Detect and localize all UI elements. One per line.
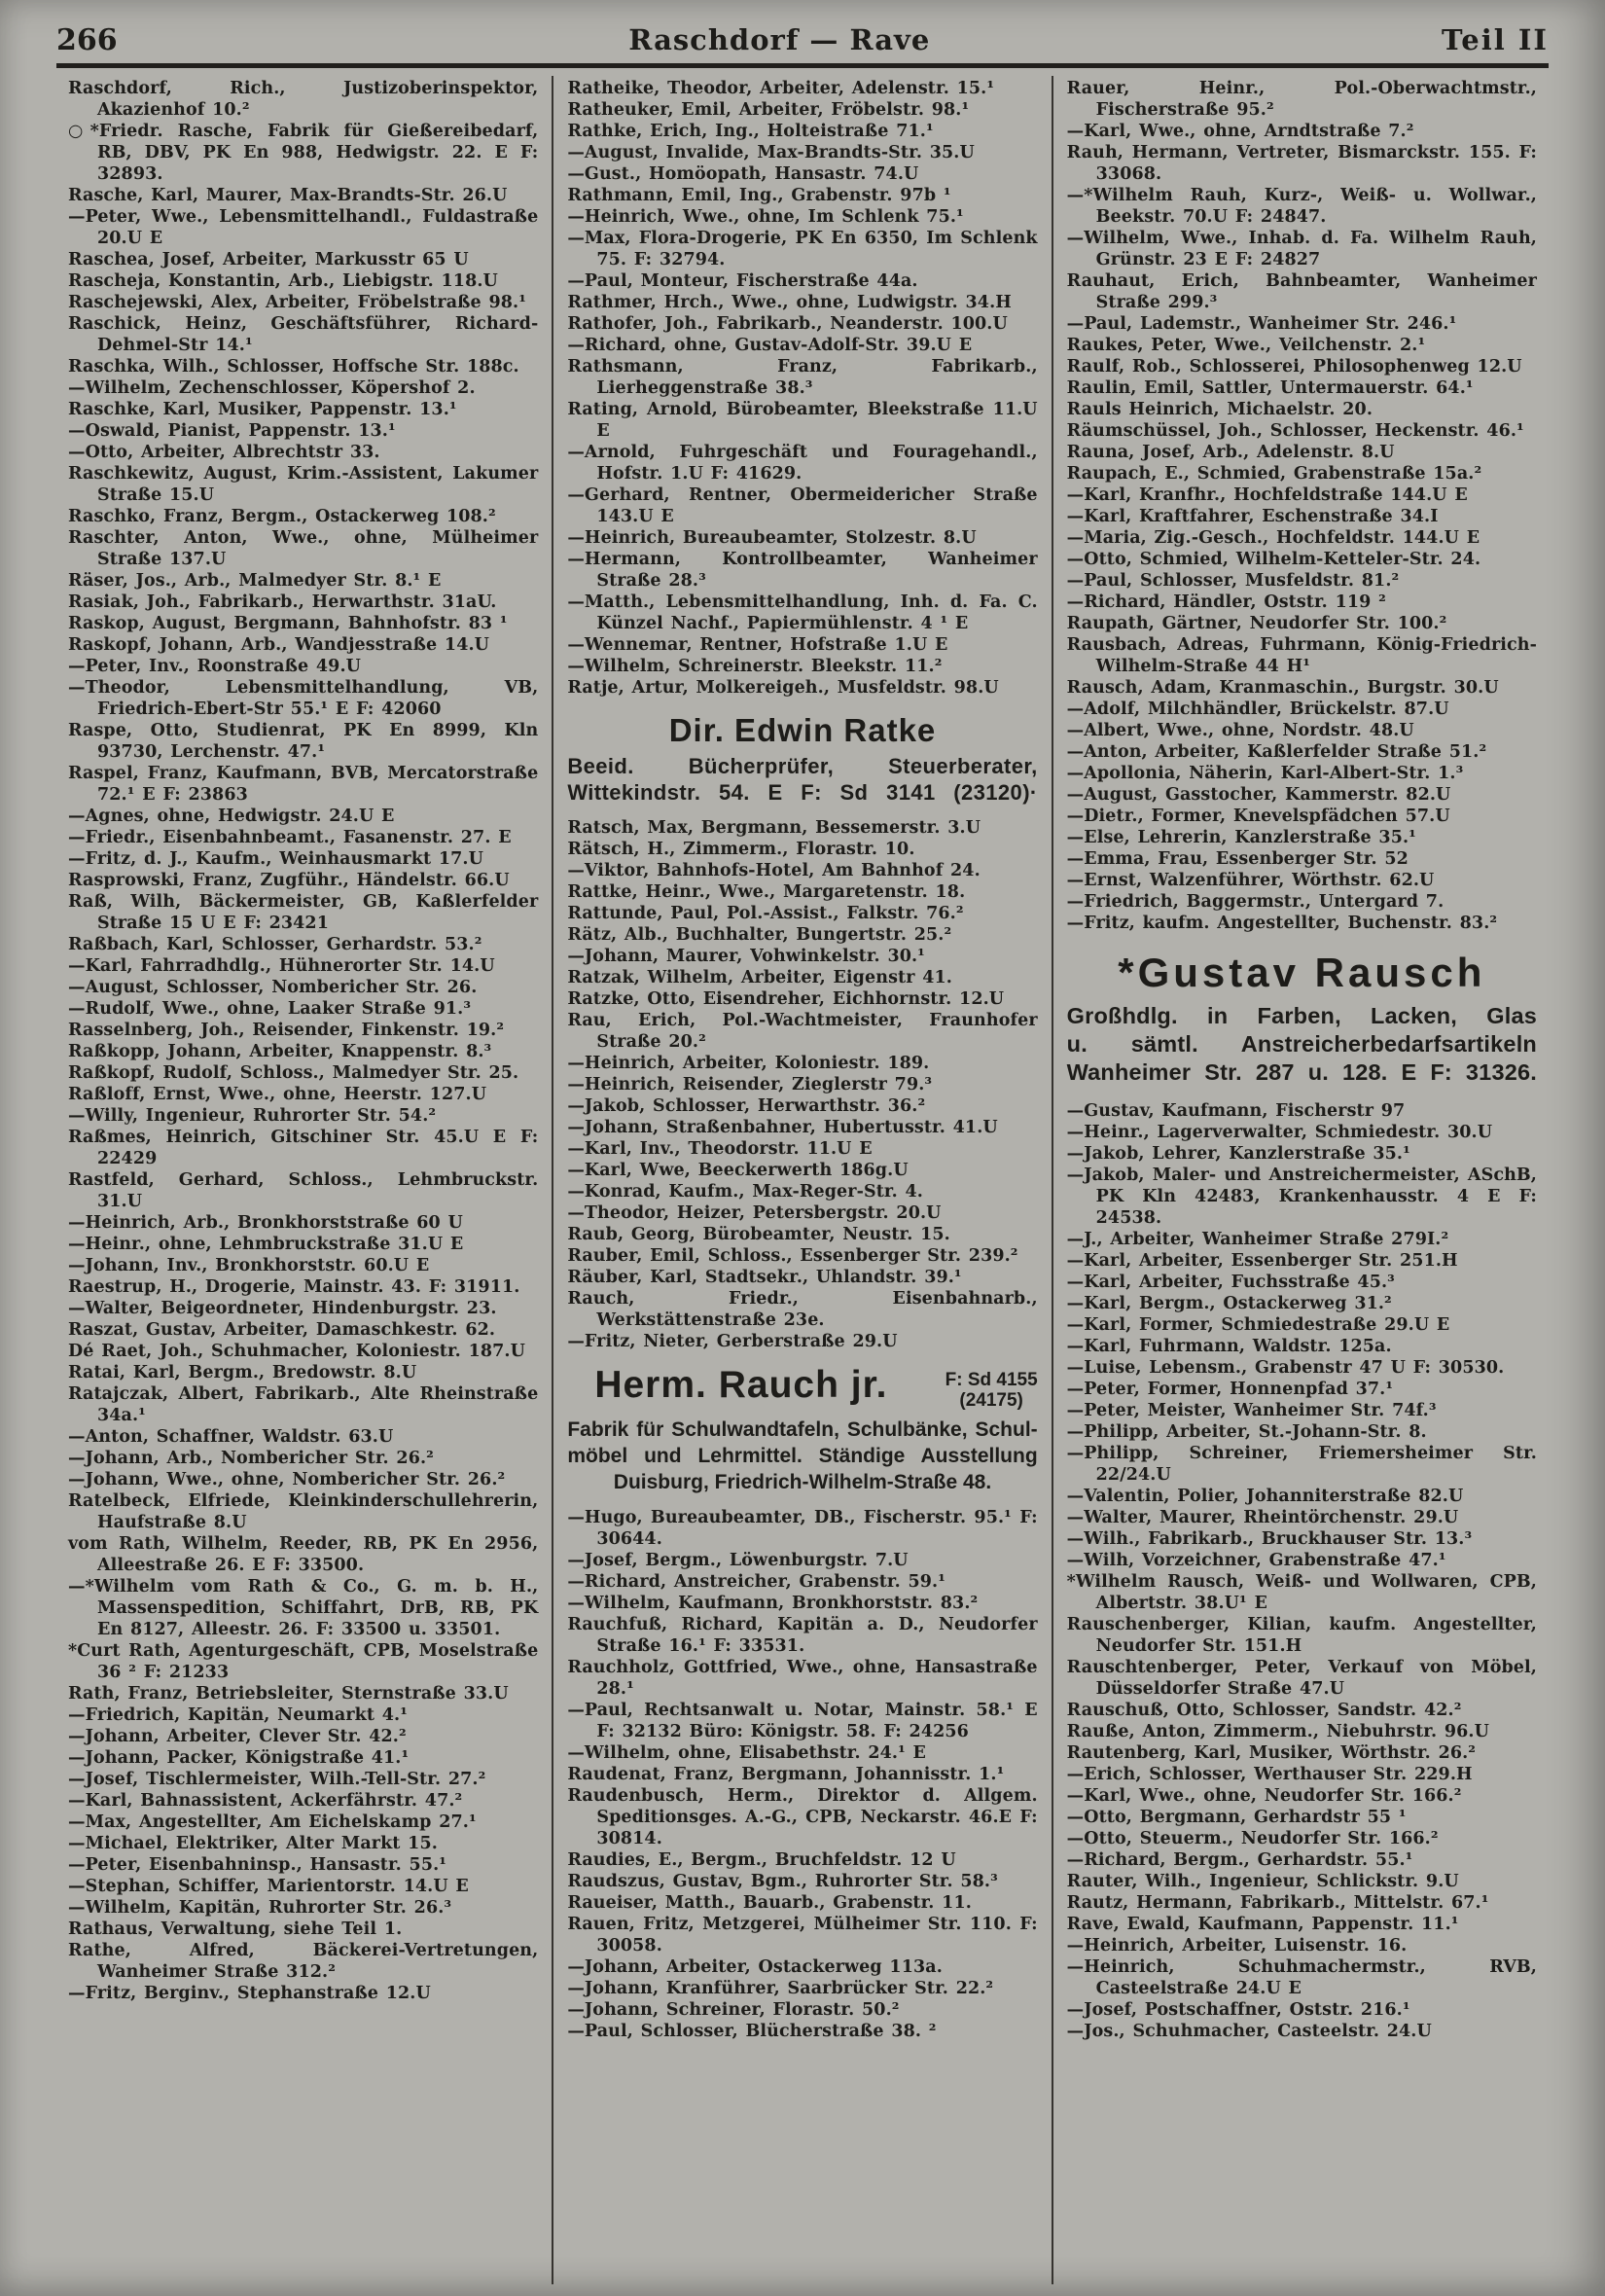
directory-entry: *Curt Rath, Agenturgeschäft, CPB, Moselstraße 36 ² F: 21233 <box>68 1641 539 1682</box>
directory-entry: —Paul, Monteur, Fischerstraße 44a. <box>567 271 918 291</box>
directory-entry: —Arnold, Fuhrgeschäft und Fouragehandl., Hofstr. 1.U F: 41629. <box>567 443 1038 484</box>
directory-entry: —Wilhelm, Kapitän, Ruhrorter Str. 26.³ <box>68 1898 452 1918</box>
directory-entry: Rauchfuß, Richard, Kapitän a. D., Neudorfer Straße 16.¹ F: 33531. <box>567 1615 1038 1656</box>
directory-entry: Raszat, Gustav, Arbeiter, Damaschkestr. 62. <box>68 1320 496 1340</box>
directory-entry: —Luise, Lebensm., Grabenstr 47 U F: 30530. <box>1066 1358 1505 1378</box>
directory-entry: Raschkewitz, August, Krim.-Assistent, Lakumer Straße 15.U <box>68 464 539 505</box>
directory-entry: Rauhaut, Erich, Bahnbeamter, Wanheimer Straße 299.³ <box>1066 271 1537 312</box>
directory-entry: Raßloff, Ernst, Wwe., ohne, Heerstr. 127.U <box>68 1085 487 1104</box>
part-label: Teil II <box>1442 23 1549 56</box>
directory-entry: —Karl, Bergm., Ostackerweg 31.² <box>1066 1294 1392 1313</box>
directory-entry: Rauls Heinrich, Michaelstr. 20. <box>1066 400 1373 419</box>
directory-entry: ○*Friedr. Rasche, Fabrik für Gießereibedarf, RB, DBV, PK En 988, Hedwigstr. 22. E F: 32893. <box>68 122 539 184</box>
directory-entry: —Fritz, d. J., Kaufm., Weinhausmarkt 17.U <box>68 849 483 869</box>
directory-entry: Ratzke, Otto, Eisendreher, Eichhornstr. 12.U <box>567 989 1005 1009</box>
directory-entry: Rauber, Emil, Schloss., Essenberger Str. 239.² <box>567 1246 1018 1266</box>
directory-entry: Rasche, Karl, Maurer, Max-Brandts-Str. 26.U <box>68 186 508 205</box>
directory-entry: Raudenat, Franz, Bergmann, Johannisstr. 1.¹ <box>567 1765 1005 1784</box>
directory-entry: Ratajczak, Albert, Fabrikarb., Alte Rheinstraße 34a.¹ <box>68 1384 539 1425</box>
directory-entry: Raschter, Anton, Wwe., ohne, Mülheimer Straße 137.U <box>68 528 539 569</box>
directory-entry: Räser, Jos., Arb., Malmedyer Str. 8.¹ E <box>68 571 442 591</box>
directory-entry: Raß, Wilh, Bäckermeister, GB, Kaßlerfelder Straße 15 U E F: 23421 <box>68 892 539 933</box>
page-header <box>0 0 1605 61</box>
directory-entry: —Friedrich, Baggermstr., Untergard 7. <box>1066 892 1444 912</box>
directory-entry: —Albert, Wwe., ohne, Nordstr. 48.U <box>1066 721 1414 740</box>
ad-phone-line: (24175) <box>959 1390 1023 1411</box>
directory-entry: —Karl, Wwe, Beeckerwerth 186g.U <box>567 1161 909 1180</box>
directory-entry: —Otto, Schmied, Wilhelm-Ketteler-Str. 24. <box>1066 550 1481 569</box>
directory-entry: Rathmer, Hrch., Wwe., ohne, Ludwigstr. 34.H <box>567 293 1012 312</box>
directory-entry: —August, Invalide, Max-Brandts-Str. 35.U <box>567 143 975 162</box>
directory-entry: Raulf, Rob., Schlosserei, Philosophenweg 12.U <box>1066 357 1522 377</box>
ad-text-line: möbel und Lehrmittel. Ständige Ausstellung <box>567 1445 1038 1467</box>
directory-entry: —Johann, Schreiner, Florastr. 50.² <box>567 2000 900 2020</box>
directory-entry: Raudies, E., Bergm., Bruchfeldstr. 12 U <box>567 1850 956 1870</box>
directory-entry: —Johann, Kranführer, Saarbrücker Str. 22.² <box>567 1979 994 1998</box>
directory-entry: —Wilhelm, Zechenschlosser, Köpershof 2. <box>68 378 476 398</box>
directory-entry: Rathmann, Emil, Ing., Grabenstr. 97b ¹ <box>567 186 951 205</box>
directory-entry: Raulin, Emil, Sattler, Untermauerstr. 64.¹ <box>1066 378 1474 398</box>
directory-entry: Ratheuker, Emil, Arbeiter, Fröbelstr. 98.¹ <box>567 100 970 120</box>
directory-entry: Rätz, Alb., Buchhalter, Bungertstr. 25.² <box>567 925 952 945</box>
directory-entry: Raschick, Heinz, Geschäftsführer, Richard-Dehmel-Str 14.¹ <box>68 314 539 355</box>
ad-text-line: Duisburg, Friedrich-Wilhelm-Straße 48. <box>613 1471 992 1493</box>
directory-entry: —Friedrich, Kapitän, Neumarkt 4.¹ <box>68 1705 409 1725</box>
ad-text-line: u. sämtl. Anstreicherbedarfsartikeln <box>1066 1031 1537 1057</box>
directory-entry: —Johann, Packer, Königstraße 41.¹ <box>68 1748 410 1768</box>
directory-entry: Raskop, August, Bergmann, Bahnhofstr. 83 ¹ <box>68 614 508 633</box>
directory-entry: —Max, Flora-Drogerie, PK En 6350, Im Schlenk 75. F: 32794. <box>567 229 1038 269</box>
directory-entry: —Fritz, Nieter, Gerberstraße 29.U <box>567 1332 898 1351</box>
directory-entry: —Karl, Arbeiter, Fuchsstraße 45.³ <box>1066 1273 1395 1292</box>
directory-entry: —Peter, Former, Honnenpfad 37.¹ <box>1066 1380 1394 1399</box>
directory-entry: —Apollonia, Näherin, Karl-Albert-Str. 1.³ <box>1066 764 1464 783</box>
directory-entry: —Otto, Bergmann, Gerhardstr 55 ¹ <box>1066 1808 1407 1827</box>
directory-entry: —Anton, Schaffner, Waldstr. 63.U <box>68 1427 394 1447</box>
directory-entry: —Theodor, Heizer, Petersbergstr. 20.U <box>567 1203 942 1223</box>
directory-entry: —Stephan, Schiffer, Marientorstr. 14.U E <box>68 1877 469 1896</box>
directory-entry: —Anton, Arbeiter, Kaßlerfelder Straße 51.² <box>1066 742 1487 762</box>
directory-entry: Rautenberg, Karl, Musiker, Wörthstr. 26.² <box>1066 1743 1477 1763</box>
directory-entry: Rauer, Heinr., Pol.-Oberwachtmstr., Fischerstraße 95.² <box>1066 79 1537 120</box>
directory-entry: —Johann, Arbeiter, Clever Str. 42.² <box>68 1727 407 1746</box>
directory-entry: —Heinrich, Wwe., ohne, Im Schlenk 75.¹ <box>567 207 964 227</box>
ad-block-rauchjr <box>567 1366 1037 1495</box>
directory-entry: —Wilhelm, Kaufmann, Bronkhorststr. 83.² <box>567 1594 979 1613</box>
directory-entry: —*Wilhelm Rauh, Kurz-, Weiß- u. Wollwar., Beekstr. 70.U F: 24847. <box>1066 186 1537 227</box>
directory-entry: Raudszus, Gustav, Bgm., Ruhrorter Str. 58.³ <box>567 1872 998 1891</box>
ad-text-line: Wanheimer Str. 287 u. 128. E F: 31326. <box>1066 1059 1537 1085</box>
directory-entry: —Heinr., Lagerverwalter, Schmiedestr. 30.U <box>1066 1123 1493 1142</box>
directory-entry: —Fritz, kaufm. Angestellter, Buchenstr. 83.² <box>1066 914 1498 933</box>
directory-entry: —Karl, Inv., Theodorstr. 11.U E <box>567 1139 873 1159</box>
directory-entry: —Matth., Lebensmittelhandlung, Inh. d. Fa. C. Künzel Nachf., Papiermühlenstr. 4 ¹ E <box>567 592 1038 633</box>
directory-entry: —Valentin, Polier, Johanniterstraße 82.U <box>1066 1487 1464 1506</box>
directory-entry: —Johann, Arb., Nombericher Str. 26.² <box>68 1449 434 1468</box>
directory-entry: —Viktor, Bahnhofs-Hotel, Am Bahnhof 24. <box>567 861 981 880</box>
directory-entry: Rathsmann, Franz, Fabrikarb., Lierheggenstraße 38.³ <box>567 357 1038 398</box>
directory-entry: —Paul, Schlosser, Blücherstraße 38. ² <box>567 2022 937 2041</box>
directory-entry: —Jakob, Schlosser, Herwarthstr. 36.² <box>567 1096 926 1116</box>
directory-entry: Raskopf, Johann, Arb., Wandjesstraße 14.U <box>68 635 490 655</box>
directory-entry: —Gust., Homöopath, Hansastr. 74.U <box>567 164 919 184</box>
directory-entry: —Heinrich, Arb., Bronkhorststraße 60 U <box>68 1213 463 1233</box>
directory-entry: —Josef, Tischlermeister, Wilh.-Tell-Str. 27.² <box>68 1770 486 1789</box>
directory-entry: Ratheike, Theodor, Arbeiter, Adelenstr. 15.¹ <box>567 79 995 98</box>
directory-entry: —Theodor, Lebensmittelhandlung, VB, Friedrich-Ebert-Str 55.¹ E F: 42060 <box>68 678 539 719</box>
directory-entry: Rauschenberger, Kilian, kaufm. Angestellter, Neudorfer Str. 151.H <box>1066 1615 1537 1656</box>
directory-entry: —Philipp, Arbeiter, St.-Johann-Str. 8. <box>1066 1422 1427 1442</box>
directory-column-2 <box>552 76 1051 2284</box>
directory-entry: —Heinrich, Arbeiter, Luisenstr. 16. <box>1066 1936 1408 1955</box>
directory-entry: —Heinrich, Schuhmachermstr., RVB, Casteelstraße 24.U E <box>1066 1957 1537 1998</box>
directory-entry: —Else, Lehrerin, Kanzlerstraße 35.¹ <box>1066 828 1416 847</box>
directory-entry: Raschko, Franz, Bergm., Ostackerweg 108.² <box>68 507 496 526</box>
directory-entry: —Maria, Zig.-Gesch., Hochfeldstr. 144.U E <box>1066 528 1480 548</box>
directory-entry: —Richard, ohne, Gustav-Adolf-Str. 39.U E <box>567 336 973 355</box>
directory-entry: Raschke, Karl, Musiker, Pappenstr. 13.¹ <box>68 400 457 419</box>
directory-entry: Raupath, Gärtner, Neudorfer Str. 100.² <box>1066 614 1447 633</box>
ad-block-ratke <box>567 712 1037 806</box>
directory-entry: Raschejewski, Alex, Arbeiter, Fröbelstraße 98.¹ <box>68 293 526 312</box>
directory-entry: vom Rath, Wilhelm, Reeder, RB, PK En 2956, Alleestraße 26. E F: 33500. <box>68 1534 539 1575</box>
directory-column-3 <box>1052 76 1551 2284</box>
ad-text-line: Wittekindstr. 54. E F: Sd 3141 (23120)· <box>567 780 1038 805</box>
page-number: 266 <box>56 23 118 57</box>
directory-entry: Raueiser, Matth., Bauarb., Grabenstr. 11. <box>567 1893 972 1913</box>
directory-entry: —Dietr., Former, Knevelspfädchen 57.U <box>1066 807 1450 826</box>
directory-entry: —Agnes, ohne, Hedwigstr. 24.U E <box>68 807 395 826</box>
directory-entry: Raschea, Josef, Arbeiter, Markusstr 65 U <box>68 250 469 269</box>
directory-entry: Rätsch, H., Zimmerm., Florastr. 10. <box>567 840 915 859</box>
directory-entry: *Wilhelm Rausch, Weiß- und Wollwaren, CPB, Albertstr. 38.U¹ E <box>1066 1572 1537 1613</box>
directory-entry: Rauschuß, Otto, Schlosser, Sandstr. 42.² <box>1066 1701 1462 1720</box>
ad-heading <box>567 1366 1037 1411</box>
directory-entry: —Jakob, Maler- und Anstreichermeister, ASchB, PK Kln 42483, Krankenhausstr. 4 E F: 24538. <box>1066 1166 1537 1228</box>
directory-entry: —Karl, Kraftfahrer, Eschenstraße 34.I <box>1066 507 1439 526</box>
directory-entry: —Otto, Arbeiter, Albrechtstr 33. <box>68 443 380 462</box>
directory-entry: Rave, Ewald, Kaufmann, Pappenstr. 11.¹ <box>1066 1915 1459 1934</box>
directory-entry: —Wennemar, Rentner, Hofstraße 1.U E <box>567 635 948 655</box>
page-title: Raschdorf — Rave <box>628 23 931 56</box>
directory-entry: —Karl, Kranfhr., Hochfeldstraße 144.U E <box>1066 485 1468 505</box>
directory-entry: —Paul, Schlosser, Musfeldstr. 81.² <box>1066 571 1400 591</box>
directory-entry: —Walter, Beigeordneter, Hindenburgstr. 23. <box>68 1299 497 1318</box>
directory-entry: —Konrad, Kaufm., Max-Reger-Str. 4. <box>567 1182 923 1202</box>
ad-title: *Gustav Rausch <box>1118 950 1486 995</box>
directory-entry: Raßkopf, Rudolf, Schloss., Malmedyer Str. 25. <box>68 1063 519 1083</box>
directory-entry: —Heinrich, Bureaubeamter, Stolzestr. 8.U <box>567 528 977 548</box>
directory-entry: —Heinrich, Arbeiter, Koloniestr. 189. <box>567 1054 930 1073</box>
directory-entry: —Wilhelm, Wwe., Inhab. d. Fa. Wilhelm Rauh, Grünstr. 23 E F: 24827 <box>1066 229 1537 269</box>
directory-entry: —Wilhelm, Schreinerstr. Bleekstr. 11.² <box>567 657 943 676</box>
directory-entry: Rauch, Friedr., Eisenbahnarb., Werkstättenstraße 23e. <box>567 1289 1038 1330</box>
directory-entry: —Jos., Schuhmacher, Casteelstr. 24.U <box>1066 2022 1432 2041</box>
directory-entry: Rausch, Adam, Kranmaschin., Burgstr. 30.U <box>1066 678 1499 698</box>
directory-entry: —Hugo, Bureaubeamter, DB., Fischerstr. 95.¹ F: 30644. <box>567 1508 1038 1549</box>
directory-entry: —Willy, Ingenieur, Ruhrorter Str. 54.² <box>68 1106 437 1126</box>
directory-entry: Ratsch, Max, Bergmann, Bessemerstr. 3.U <box>567 818 981 838</box>
directory-entry: —Josef, Postschaffner, Oststr. 216.¹ <box>1066 2000 1410 2020</box>
directory-entry: —Philipp, Schreiner, Friemersheimer Str. 22/24.U <box>1066 1444 1537 1485</box>
directory-entry: —Peter, Wwe., Lebensmittelhandl., Fuldastraße 20.U E <box>68 207 539 248</box>
directory-entry: —August, Schlosser, Nombericher Str. 26. <box>68 978 478 997</box>
directory-entry: Rathofer, Joh., Fabrikarb., Neanderstr. 100.U <box>567 314 1008 334</box>
directory-entry: —Friedr., Eisenbahnbeamt., Fasanenstr. 27. E <box>68 828 512 847</box>
directory-entry: Rathaus, Verwaltung, siehe Teil 1. <box>68 1919 403 1939</box>
directory-entry: Rau, Erich, Pol.-Wachtmeister, Fraunhofer Straße 20.² <box>567 1011 1038 1052</box>
directory-entry: —Karl, Bahnassistent, Ackerfährstr. 47.² <box>68 1791 463 1811</box>
directory-entry: Raudenbusch, Herm., Direktor d. Allgem. Speditionsges. A.-G., CPB, Neckarstr. 46.E F: 30814. <box>567 1786 1038 1848</box>
directory-entry: Rasselnberg, Joh., Reisender, Finkenstr. 19.² <box>68 1021 505 1040</box>
directory-entry: Räumschüssel, Joh., Schlosser, Heckenstr. 46.¹ <box>1066 421 1524 441</box>
directory-entry: —Karl, Fuhrmann, Waldstr. 125a. <box>1066 1337 1392 1356</box>
directory-entry: —Gerhard, Rentner, Obermeidericher Straße 143.U E <box>567 485 1038 526</box>
directory-entry: Rastfeld, Gerhard, Schloss., Lehmbruckstr. 31.U <box>68 1170 539 1211</box>
directory-entry: —Max, Angestellter, Am Eichelskamp 27.¹ <box>68 1812 477 1832</box>
directory-entry: Raßkopp, Johann, Arbeiter, Knappenstr. 8.³ <box>68 1042 492 1061</box>
directory-entry: Raspe, Otto, Studienrat, PK En 8999, Kln 93730, Lerchenstr. 47.¹ <box>68 721 539 762</box>
directory-entry: Ratje, Artur, Molkereigeh., Musfeldstr. 98.U <box>567 678 999 698</box>
directory-entry: —Karl, Wwe., ohne, Arndtstraße 7.² <box>1066 122 1414 141</box>
directory-entry: —Karl, Fahrradhdlg., Hühnerorter Str. 14.U <box>68 956 495 976</box>
directory-entry: —Josef, Bergm., Löwenburgstr. 7.U <box>567 1551 909 1570</box>
directory-entry: —Paul, Lademstr., Wanheimer Str. 246.¹ <box>1066 314 1457 334</box>
directory-entry: —Otto, Steuerm., Neudorfer Str. 166.² <box>1066 1829 1439 1848</box>
directory-entry: Raschka, Wilh., Schlosser, Hoffsche Str. 188c. <box>68 357 519 377</box>
directory-entry: —Hermann, Kontrollbeamter, Wanheimer Straße 28.³ <box>567 550 1038 591</box>
directory-entry: Raub, Georg, Bürobeamter, Neustr. 15. <box>567 1225 950 1244</box>
directory-entry: Rasiak, Joh., Fabrikarb., Herwarthstr. 31aU. <box>68 592 497 612</box>
directory-entry: Raßmes, Heinrich, Gitschiner Str. 45.U E F: 22429 <box>68 1128 539 1168</box>
directory-entry: Raschdorf, Rich., Justizoberinspektor, Akazienhof 10.² <box>68 79 539 120</box>
directory-entry: Rating, Arnold, Bürobeamter, Bleekstraße 11.U E <box>567 400 1038 441</box>
directory-entry: —Ernst, Walzenführer, Wörthstr. 62.U <box>1066 871 1435 890</box>
directory-entry: —Paul, Rechtsanwalt u. Notar, Mainstr. 58.¹ E F: 32132 Büro: Königstr. 58. F: 24256 <box>567 1701 1038 1741</box>
directory-entry: Räuber, Karl, Stadtsekr., Uhlandstr. 39.¹ <box>567 1268 962 1287</box>
directory-entry: —Karl, Former, Schmiedestraße 29.U E <box>1066 1315 1450 1335</box>
ad-phone-line: F: Sd 4155 <box>945 1370 1038 1390</box>
directory-entry: —*Wilhelm vom Rath & Co., G. m. b. H., Massenspedition, Schiffahrt, DrB, RB, PK En 8127, Alleestr. 26. F: 33500 u. 33501. <box>68 1577 539 1639</box>
directory-entry: Rauschtenberger, Peter, Verkauf von Möbel, Düsseldorfer Straße 47.U <box>1066 1658 1537 1699</box>
directory-entry: —Erich, Schlosser, Werthauser Str. 229.H <box>1066 1765 1473 1784</box>
directory-entry: Ratzak, Wilhelm, Arbeiter, Eigenstr 41. <box>567 968 952 987</box>
directory-entry: Rauh, Hermann, Vertreter, Bismarckstr. 155. F: 33068. <box>1066 143 1537 184</box>
directory-entry: —Karl, Arbeiter, Essenberger Str. 251.H <box>1066 1251 1458 1271</box>
directory-entry: Ratelbeck, Elfriede, Kleinkinderschullehrerin, Haufstraße 8.U <box>68 1491 539 1532</box>
directory-entry: —Wilh., Fabrikarb., Bruckhauser Str. 13.³ <box>1066 1529 1473 1549</box>
directory-entry: —August, Gasstocher, Kammerstr. 82.U <box>1066 785 1451 805</box>
directory-entry: Rathe, Alfred, Bäckerei-Vertretungen, Wanheimer Straße 312.² <box>68 1941 539 1982</box>
directory-entry: Raukes, Peter, Wwe., Veilchenstr. 2.¹ <box>1066 336 1426 355</box>
ad-title: Herm. Rauch jr. <box>594 1364 888 1406</box>
directory-entry: —Heinr., ohne, Lehmbruckstraße 31.U E <box>68 1235 464 1254</box>
directory-entry: —J., Arbeiter, Wanheimer Straße 279I.² <box>1066 1230 1449 1249</box>
ad-phone-number <box>945 1366 1038 1411</box>
directory-entry: Rascheja, Konstantin, Arb., Liebigstr. 118.U <box>68 271 498 291</box>
directory-entry: Rath, Franz, Betriebsleiter, Sternstraße 33.U <box>68 1684 509 1704</box>
directory-column-1 <box>54 76 552 2284</box>
directory-entry: Raspel, Franz, Kaufmann, BVB, Mercatorstraße 72.¹ E F: 23863 <box>68 764 539 805</box>
directory-entry: —Heinrich, Reisender, Zieglerstr 79.³ <box>567 1075 933 1094</box>
directory-columns <box>0 68 1605 2284</box>
directory-entry: Ratai, Karl, Bergm., Bredowstr. 8.U <box>68 1363 417 1382</box>
directory-entry: —Richard, Anstreicher, Grabenstr. 59.¹ <box>567 1572 946 1592</box>
directory-entry: —Peter, Eisenbahninsp., Hansastr. 55.¹ <box>68 1855 447 1875</box>
directory-entry: —Johann, Straßenbahner, Hubertusstr. 41.U <box>567 1118 998 1137</box>
directory-entry: Rausbach, Adreas, Fuhrmann, König-Friedrich-Wilhelm-Straße 44 H¹ <box>1066 635 1537 676</box>
directory-entry: Rattke, Heinr., Wwe., Margaretenstr. 18. <box>567 882 966 902</box>
directory-entry: —Michael, Elektriker, Alter Markt 15. <box>68 1834 438 1853</box>
directory-entry: Raestrup, H., Drogerie, Mainstr. 43. F: 31911. <box>68 1277 520 1297</box>
directory-entry: —Jakob, Lehrer, Kanzlerstraße 35.¹ <box>1066 1144 1410 1164</box>
directory-entry: —Wilh, Vorzeichner, Grabenstraße 47.¹ <box>1066 1551 1446 1570</box>
directory-entry: —Peter, Inv., Roonstraße 49.U <box>68 657 362 676</box>
directory-entry: —Johann, Inv., Bronkhorststr. 60.U E <box>68 1256 430 1275</box>
directory-entry: —Gustav, Kaufmann, Fischerstr 97 <box>1066 1101 1406 1121</box>
directory-entry: —Wilhelm, ohne, Elisabethstr. 24.¹ E <box>567 1743 926 1763</box>
ad-block-rausch <box>1067 950 1537 1087</box>
directory-entry: Rauter, Wilh., Ingenieur, Schlickstr. 9.U <box>1066 1872 1459 1891</box>
directory-entry: Rauen, Fritz, Metzgerei, Mülheimer Str. 110. F: 30058. <box>567 1915 1038 1955</box>
directory-entry: —Emma, Frau, Essenberger Str. 52 <box>1066 849 1409 869</box>
directory-entry: Rauchholz, Gottfried, Wwe., ohne, Hansastraße 28.¹ <box>567 1658 1038 1699</box>
directory-entry: —Richard, Händler, Oststr. 119 ² <box>1066 592 1386 612</box>
directory-entry: —Rudolf, Wwe., ohne, Laaker Straße 91.³ <box>68 999 472 1019</box>
directory-entry: Rauße, Anton, Zimmerm., Niebuhrstr. 96.U <box>1066 1722 1489 1741</box>
ad-title: Dir. Edwin Ratke <box>668 712 937 748</box>
directory-entry: Raupach, E., Schmied, Grabenstraße 15a.² <box>1066 464 1482 484</box>
directory-entry: Raßbach, Karl, Schlosser, Gerhardstr. 53.² <box>68 935 482 954</box>
ad-text-line: Fabrik für Schulwandtafeln, Schulbänke, Schul- <box>567 1418 1038 1441</box>
ad-text-line: Beeid. Bücherprüfer, Steuerberater, <box>567 754 1038 778</box>
directory-entry: —Karl, Wwe., ohne, Neudorfer Str. 166.² <box>1066 1786 1462 1806</box>
directory-entry: Rasprowski, Franz, Zugführ., Händelstr. 66.U <box>68 871 510 890</box>
directory-entry: —Richard, Bergm., Gerhardstr. 55.¹ <box>1066 1850 1413 1870</box>
directory-entry: Rautz, Hermann, Fabrikarb., Mittelstr. 67.¹ <box>1066 1893 1489 1913</box>
directory-entry: —Fritz, Berginv., Stephanstraße 12.U <box>68 1984 431 2003</box>
directory-entry: Dé Raet, Joh., Schuhmacher, Koloniestr. 187.U <box>68 1342 525 1361</box>
directory-entry: Rauna, Josef, Arb., Adelenstr. 8.U <box>1066 443 1395 462</box>
directory-entry: —Oswald, Pianist, Pappenstr. 13.¹ <box>68 421 396 441</box>
directory-entry: —Walter, Maurer, Rheintörchenstr. 29.U <box>1066 1508 1459 1527</box>
directory-entry: Rathke, Erich, Ing., Holteistraße 71.¹ <box>567 122 934 141</box>
directory-entry: —Peter, Meister, Wanheimer Str. 74f.³ <box>1066 1401 1437 1420</box>
ad-text-line: Großhdlg. in Farben, Lacken, Glas <box>1066 1003 1537 1028</box>
directory-entry: —Johann, Arbeiter, Ostackerweg 113a. <box>567 1957 943 1977</box>
directory-entry: —Johann, Maurer, Vohwinkelstr. 30.¹ <box>567 947 925 966</box>
directory-entry: —Johann, Wwe., ohne, Nombericher Str. 26.² <box>68 1470 506 1489</box>
directory-entry: —Adolf, Milchhändler, Brückelstr. 87.U <box>1066 700 1449 719</box>
directory-entry: Rattunde, Paul, Pol.-Assist., Falkstr. 76.² <box>567 904 964 923</box>
